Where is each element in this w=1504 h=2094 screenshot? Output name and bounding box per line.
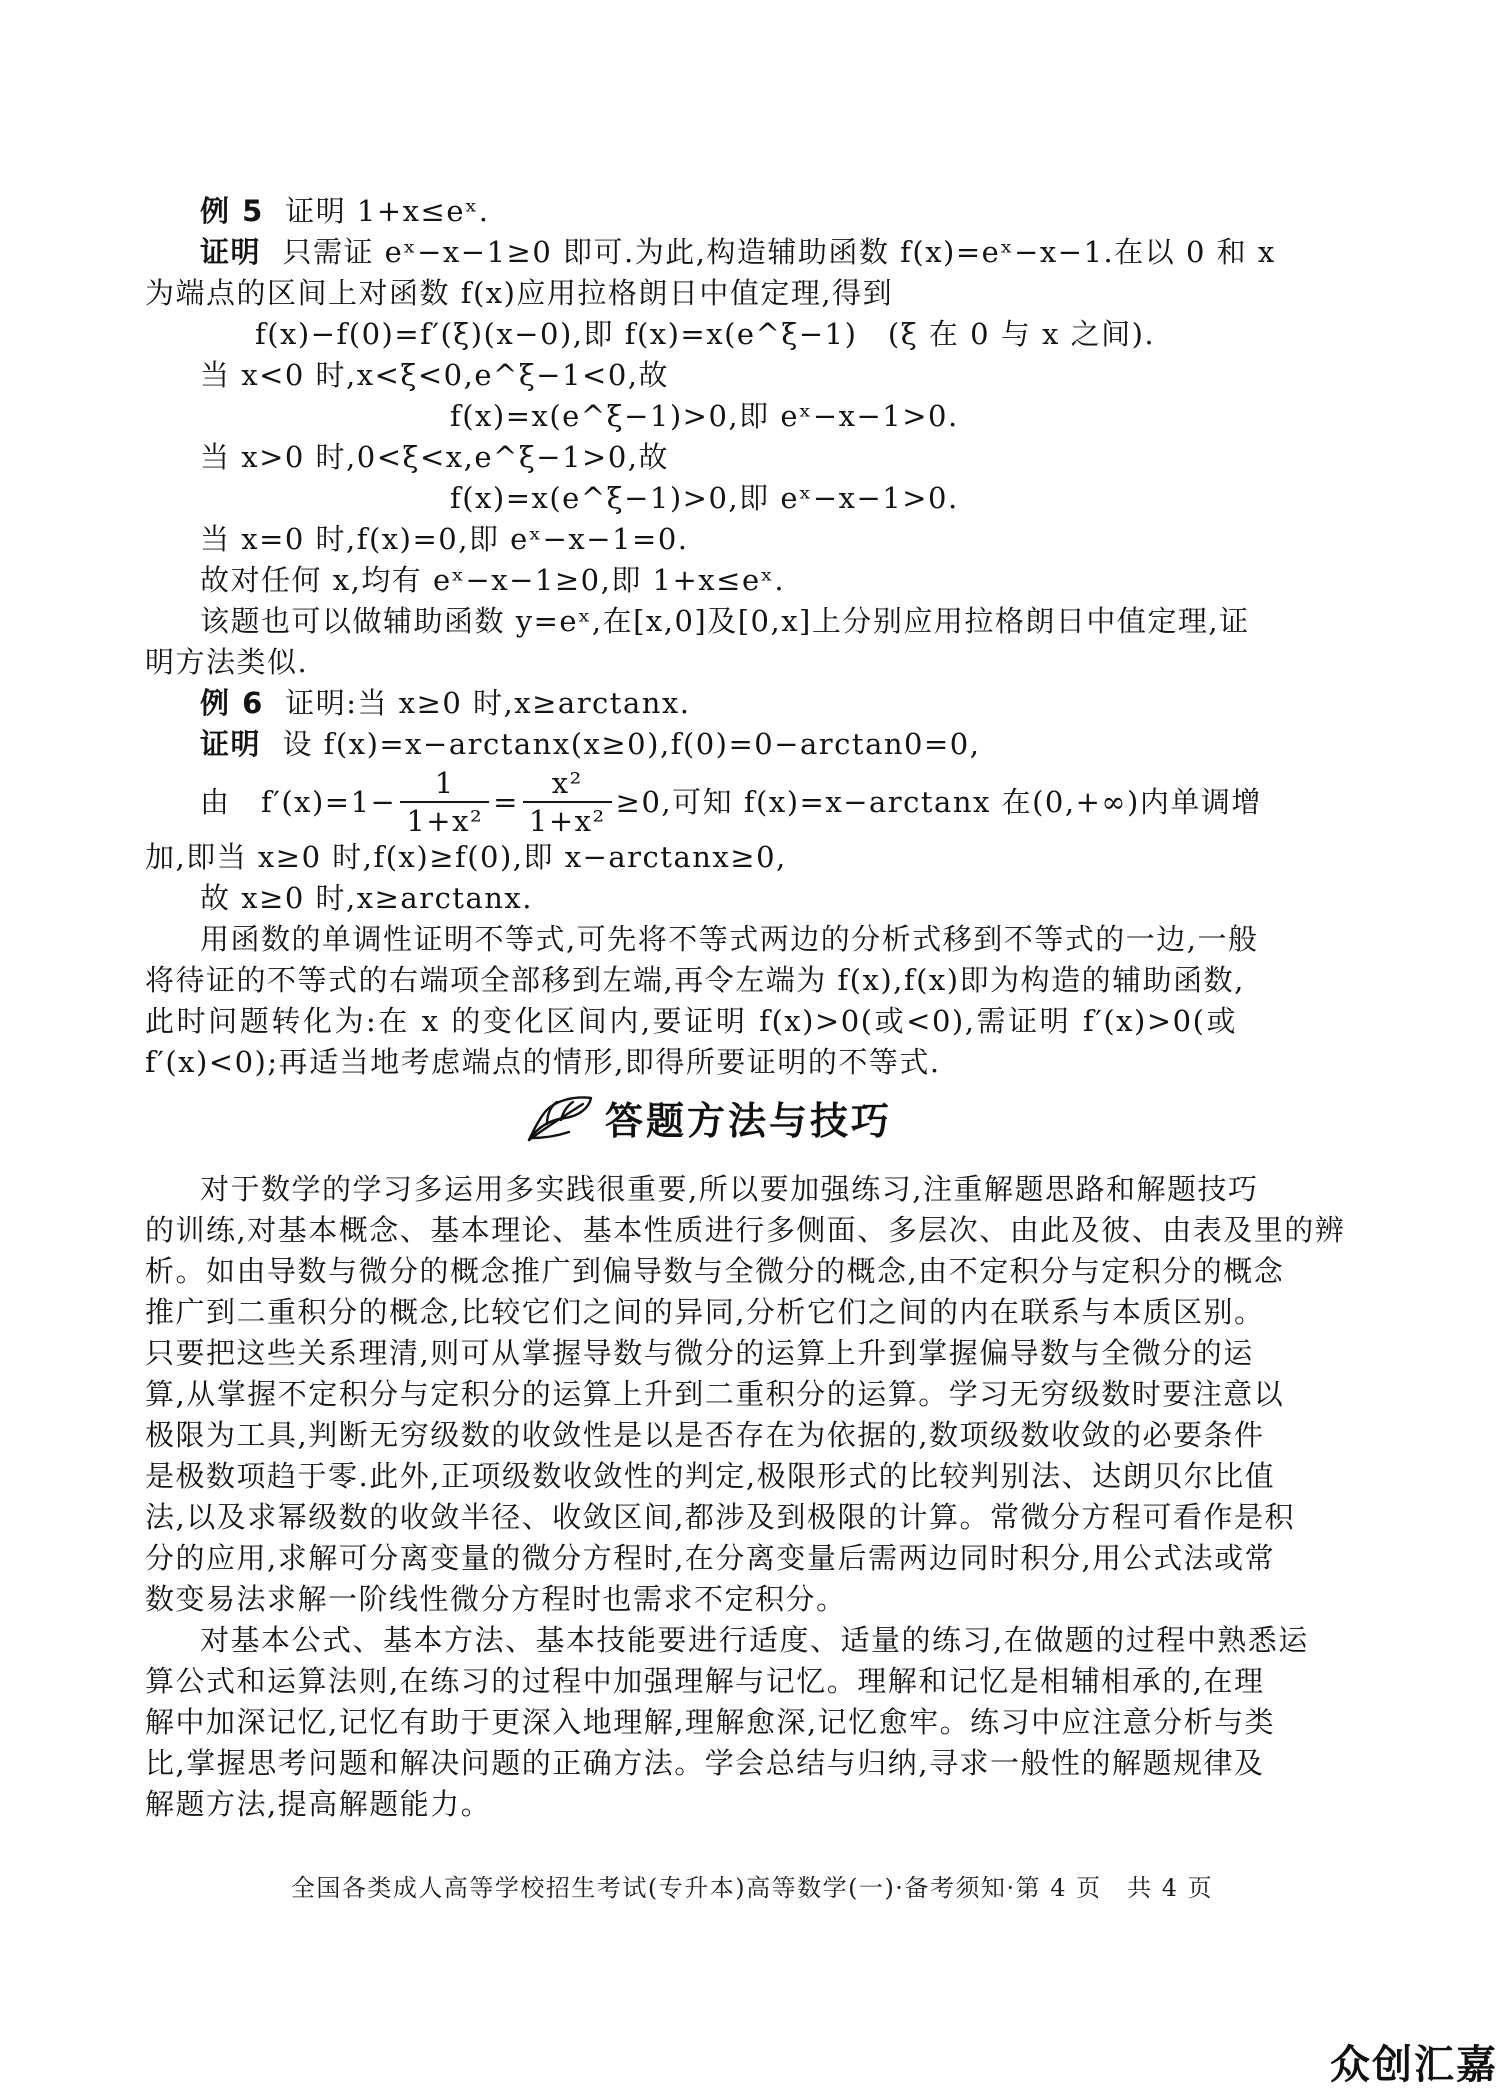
note-text: 明方法类似. (145, 645, 309, 679)
derivative-suffix: ≥0,可知 f(x)=x−arctanx 在(0,+∞)内单调增 (615, 785, 1262, 819)
summary-line: 此时问题转化为:在 x 的变化区间内,要证明 f(x)>0(或<0),需证明 f′(x)>0(或 (145, 1004, 1237, 1038)
example5-proof-label: 证明 (200, 235, 262, 269)
equation: f(x)=x(e^ξ−1)>0,即 eˣ−x−1>0. (450, 481, 959, 515)
summary-line: 将待证的不等式的右端项全部移到左端,再令左端为 f(x),f(x)即为构造的辅助函数, (145, 963, 1245, 997)
paragraph-line: 只要把这些关系理清,则可从掌握导数与微分的运算上升到掌握偏导数与全微分的运 (145, 1336, 1254, 1370)
paragraph-line: 解中加深记忆,记忆有助于更深入地理解,理解愈深,记忆愈牢。练习中应注意分析与类 (145, 1705, 1276, 1739)
example6-proof-first-line (200, 725, 980, 763)
paragraph-line: 数变易法求解一阶线性微分方程时也需求不定积分。 (145, 1582, 847, 1616)
paragraph-line: 法,以及求幂级数的收敛半径、收敛区间,都涉及到极限的计算。常微分方程可看作是积 (145, 1500, 1295, 1534)
fraction-numerator: x² (551, 766, 583, 800)
paragraph-line: 的训练,对基本概念、基本理论、基本性质进行多侧面、多层次、由此及彼、由表及里的辨 (145, 1213, 1346, 1247)
paragraph-line: 是极数项趋于零.此外,正项级数收敛性的判定,极限形式的比较判别法、达朗贝尔比值 (145, 1459, 1276, 1493)
example5-proof-first-line (200, 233, 1276, 271)
summary-line: f′(x)<0);再适当地考虑端点的情形,即得所要证明的不等式. (145, 1045, 941, 1079)
example6-proof-label: 证明 (200, 727, 262, 761)
equation: f(x)=x(e^ξ−1)>0,即 eˣ−x−1>0. (450, 399, 959, 433)
paragraph-line: 析。如由导数与微分的概念推广到偏导数与全微分的概念,由不定积分与定积分的概念 (145, 1254, 1285, 1288)
proof-text: 设 f(x)=x−arctanx(x≥0),f(0)=0−arctan0=0, (282, 727, 981, 761)
paragraph-line: 算公式和运算法则,在练习的过程中加强理解与记忆。理解和记忆是相辅相承的,在理 (145, 1664, 1265, 1698)
paragraph-line: 对基本公式、基本方法、基本技能要进行适度、适量的练习,在做题的过程中熟悉运 (200, 1623, 1309, 1657)
derivative-prefix: 由 f′(x)=1− (200, 785, 397, 819)
watermark-logo: 众创汇嘉 (1330, 2042, 1498, 2088)
leaf-icon (525, 1092, 595, 1144)
paragraph-line: 解题方法,提高解题能力。 (145, 1787, 492, 1821)
conclusion-text: 故对任何 x,均有 eˣ−x−1≥0,即 1+x≤eˣ. (200, 563, 786, 597)
paragraph-line: 极限为工具,判断无穷级数的收敛性是以是否存在为依据的,数项级数收敛的必要条件 (145, 1418, 1265, 1452)
proof-text: 为端点的区间上对函数 f(x)应用拉格朗日中值定理,得到 (145, 276, 894, 310)
fraction-numerator: 1 (434, 766, 455, 800)
derivative-line (200, 762, 1262, 842)
note-text: 该题也可以做辅助函数 y=eˣ,在[x,0]及[0,x]上分别应用拉格朗日中值定理,证 (200, 604, 1250, 638)
example5-label: 例 5 (200, 194, 264, 228)
case-text: 当 x>0 时,0<ξ<x,e^ξ−1>0,故 (200, 440, 670, 474)
section-heading (525, 1090, 892, 1145)
example5-statement: 证明 1+x≤eˣ. (285, 194, 490, 228)
fraction (400, 767, 489, 837)
equation: f(x)−f(0)=f′(ξ)(x−0),即 f(x)=x(e^ξ−1) (ξ 在 0 与 x 之间). (255, 317, 1156, 351)
conclusion-text: 故 x≥0 时,x≥arctanx. (200, 881, 534, 915)
page-footer: 全国各类成人高等学校招生考试(专升本)高等数学(一)·备考须知·第 4 页 共 4 页 (290, 1874, 1214, 1902)
paragraph-line: 对于数学的学习多运用多实践很重要,所以要加强练习,注重解题思路和解题技巧 (200, 1172, 1259, 1206)
fraction-denominator: 1+x² (400, 801, 489, 837)
case-text: 当 x<0 时,x<ξ<0,e^ξ−1<0,故 (200, 358, 670, 392)
example6-statement: 证明:当 x≥0 时,x≥arctanx. (285, 686, 691, 720)
example6-title (200, 684, 691, 722)
fraction (523, 767, 612, 837)
paragraph-line: 算,从掌握不定积分与定积分的运算上升到二重积分的运算。学习无穷级数时要注意以 (145, 1377, 1285, 1411)
section-heading-text: 答题方法与技巧 (605, 1099, 893, 1143)
proof-text: 只需证 eˣ−x−1≥0 即可.为此,构造辅助函数 f(x)=eˣ−x−1.在以 0 和 x (282, 235, 1276, 269)
equals-sign: = (493, 785, 519, 819)
paragraph-line: 推广到二重积分的概念,比较它们之间的异同,分析它们之间的内在联系与本质区别。 (145, 1295, 1265, 1329)
paragraph-line: 分的应用,求解可分离变量的微分方程时,在分离变量后需两边同时积分,用公式法或常 (145, 1541, 1276, 1575)
case-text: 当 x=0 时,f(x)=0,即 eˣ−x−1=0. (200, 522, 689, 556)
summary-line: 用函数的单调性证明不等式,可先将不等式两边的分析式移到不等式的一边,一般 (200, 922, 1259, 956)
example5-title (200, 192, 490, 230)
proof-text: 加,即当 x≥0 时,f(x)≥f(0),即 x−arctanx≥0, (145, 840, 787, 874)
paragraph-line: 比,掌握思考问题和解决问题的正确方法。学会总结与归纳,寻求一般性的解题规律及 (145, 1746, 1265, 1780)
fraction-denominator: 1+x² (523, 801, 612, 837)
example6-label: 例 6 (200, 686, 264, 720)
